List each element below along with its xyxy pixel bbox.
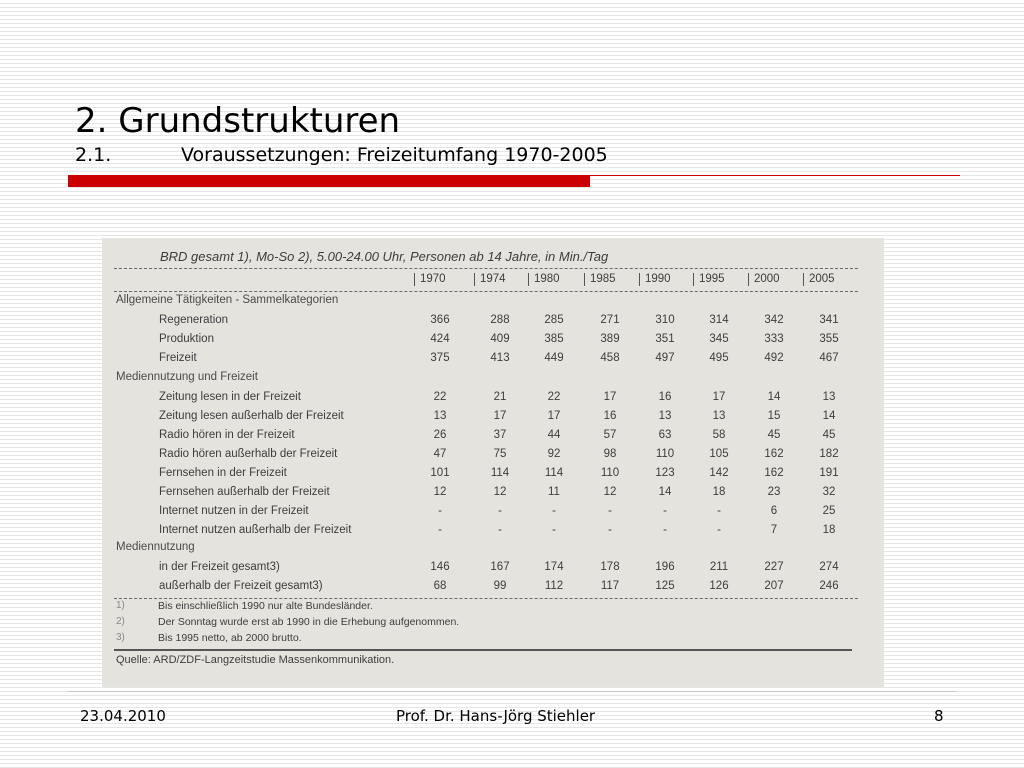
table-cell: 7	[770, 524, 778, 536]
table-cell: 271	[600, 314, 620, 326]
year-header-cell: 2005	[803, 273, 835, 286]
table-cell: 17	[712, 391, 726, 403]
table-cell: 355	[819, 333, 839, 345]
table-top-dashed-rule	[114, 268, 858, 269]
table-category-heading: Mediennutzung und Freizeit	[116, 371, 258, 383]
table-cell: 162	[764, 448, 784, 460]
table-cell: 15	[767, 410, 781, 422]
table-row-label: außerhalb der Freizeit gesamt3)	[159, 580, 323, 592]
table-row-label: Radio hören außerhalb der Freizeit	[159, 448, 338, 460]
table-cell: 18	[712, 486, 726, 498]
table-cell: -	[438, 524, 442, 536]
table-cell: 22	[433, 391, 447, 403]
table-cell: 497	[655, 352, 675, 364]
footer-author: Prof. Dr. Hans-Jörg Stiehler	[396, 707, 596, 725]
table-row-label: Produktion	[159, 333, 214, 345]
slide-subtitle	[75, 144, 608, 166]
table-cell: -	[608, 505, 612, 517]
table-cell: 167	[490, 561, 510, 573]
table-cell: 14	[658, 486, 672, 498]
table-cell: 110	[600, 467, 620, 479]
table-cell: 366	[430, 314, 450, 326]
table-cell: 495	[709, 352, 729, 364]
table-cell: 21	[493, 391, 507, 403]
table-cell: 12	[433, 486, 447, 498]
table-cell: 32	[822, 486, 836, 498]
table-cell: 92	[547, 448, 561, 460]
table-cell: 18	[822, 524, 836, 536]
year-header-cell: 1995	[693, 273, 725, 286]
table-cell: 114	[490, 467, 510, 479]
subtitle-number: 2.1.	[75, 144, 112, 166]
table-cell: 110	[655, 448, 675, 460]
table-cell: 13	[822, 391, 836, 403]
table-cell: 274	[819, 561, 839, 573]
table-cell: 58	[712, 429, 726, 441]
table-cell: 12	[493, 486, 507, 498]
table-cell: 13	[433, 410, 447, 422]
footnote-mark: 2)	[116, 616, 125, 627]
subtitle-text: Voraussetzungen: Freizeitumfang 1970-2005	[181, 144, 608, 166]
table-cell: 16	[658, 391, 672, 403]
table-cell: 99	[493, 580, 507, 592]
table-cell: 492	[764, 352, 784, 364]
table-cell: 13	[658, 410, 672, 422]
table-cell: 191	[819, 467, 839, 479]
table-cell: -	[717, 505, 721, 517]
table-row-label: Fernsehen in der Freizeit	[159, 467, 287, 479]
table-cell: 409	[490, 333, 510, 345]
table-cell: 123	[655, 467, 675, 479]
table-cell: 117	[600, 580, 620, 592]
footer-rule	[68, 691, 956, 692]
table-cell: 310	[655, 314, 675, 326]
table-row-label: Freizeit	[159, 352, 197, 364]
table-cell: 75	[493, 448, 507, 460]
table-bottom-dashed-rule	[114, 598, 858, 599]
table-cell: 174	[544, 561, 564, 573]
table-cell: 57	[603, 429, 617, 441]
table-cell: 47	[433, 448, 447, 460]
table-cell: 126	[709, 580, 729, 592]
table-cell: -	[717, 524, 721, 536]
table-cell: 211	[709, 561, 729, 573]
footnote-mark: 1)	[116, 600, 125, 611]
table-cell: 114	[544, 467, 564, 479]
table-cell: 16	[603, 410, 617, 422]
table-cell: 207	[764, 580, 784, 592]
table-cell: -	[552, 505, 556, 517]
table-cell: 45	[767, 429, 781, 441]
footnote-text: Der Sonntag wurde erst ab 1990 in die Erhebung aufgenommen.	[158, 616, 460, 628]
year-header-cell: 2000	[748, 273, 780, 286]
table-header-note: BRD gesamt 1), Mo-So 2), 5.00-24.00 Uhr, Personen ab 14 Jahre, in Min./Tag	[160, 249, 609, 264]
table-cell: 112	[544, 580, 564, 592]
table-cell: 101	[430, 467, 450, 479]
table-cell: 227	[764, 561, 784, 573]
table-cell: -	[608, 524, 612, 536]
table-cell: 68	[433, 580, 447, 592]
table-row-label: Fernsehen außerhalb der Freizeit	[159, 486, 330, 498]
table-cell: 162	[764, 467, 784, 479]
table-cell: 45	[822, 429, 836, 441]
table-row-label: Internet nutzen außerhalb der Freizeit	[159, 524, 352, 536]
table-row-label: Zeitung lesen außerhalb der Freizeit	[159, 410, 344, 422]
table-cell: 458	[600, 352, 620, 364]
table-cell: 341	[819, 314, 839, 326]
table-cell: -	[663, 505, 667, 517]
table-category-heading: Mediennutzung	[116, 541, 195, 553]
year-header-cell: 1974	[474, 273, 506, 286]
table-cell: 342	[764, 314, 784, 326]
accent-rule-thick	[68, 175, 590, 187]
table-cell: 333	[764, 333, 784, 345]
table-row-label: Regeneration	[159, 314, 229, 326]
table-cell: -	[498, 505, 502, 517]
year-header-cell: 1980	[528, 273, 560, 286]
table-cell: -	[498, 524, 502, 536]
table-cell: -	[438, 505, 442, 517]
table-cell: 26	[433, 429, 447, 441]
table-cell: 63	[658, 429, 672, 441]
table-cell: 182	[819, 448, 839, 460]
table-cell: 146	[430, 561, 450, 573]
year-header-cell: 1985	[584, 273, 616, 286]
table-cell: 389	[600, 333, 620, 345]
table-cell: 17	[603, 391, 617, 403]
footnote-text: Bis 1995 netto, ab 2000 brutto.	[158, 632, 302, 644]
table-row-label: in der Freizeit gesamt3)	[159, 561, 280, 573]
table-category-heading: Allgemeine Tätigkeiten - Sammelkategorien	[116, 294, 339, 306]
table-cell: 449	[544, 352, 564, 364]
table-cell: 125	[655, 580, 675, 592]
table-cell: 314	[709, 314, 729, 326]
table-cell: 25	[822, 505, 836, 517]
table-cell: 246	[819, 580, 839, 592]
table-cell: 12	[603, 486, 617, 498]
footnote-mark: 3)	[116, 632, 125, 643]
table-cell: 17	[547, 410, 561, 422]
table-row-label: Internet nutzen in der Freizeit	[159, 505, 309, 517]
table-cell: 375	[430, 352, 450, 364]
table-cell: 37	[493, 429, 507, 441]
year-header-cell: 1990	[639, 273, 671, 286]
table-cell: 44	[547, 429, 561, 441]
table-cell: 13	[712, 410, 726, 422]
table-cell: 17	[493, 410, 507, 422]
table-cell: 351	[655, 333, 675, 345]
source-note: Quelle: ARD/ZDF-Langzeitstudie Massenkommunikation.	[116, 654, 395, 666]
source-rule	[114, 649, 852, 651]
table-cell: 385	[544, 333, 564, 345]
table-cell: 285	[544, 314, 564, 326]
table-cell: 98	[603, 448, 617, 460]
footer-date: 23.04.2010	[80, 707, 166, 725]
table-cell: 14	[767, 391, 781, 403]
slide-title: 2. Grundstrukturen	[75, 101, 401, 141]
table-cell: 196	[655, 561, 675, 573]
table-cell: 11	[548, 486, 560, 498]
table-cell: 22	[547, 391, 561, 403]
table-cell: 178	[600, 561, 620, 573]
table-cell: -	[663, 524, 667, 536]
table-header-dashed-rule	[114, 291, 858, 292]
year-header-cell: 1970	[414, 273, 446, 286]
table-row-label: Zeitung lesen in der Freizeit	[159, 391, 301, 403]
table-cell: 467	[819, 352, 839, 364]
table-cell: 142	[709, 467, 729, 479]
table-cell: 105	[709, 448, 729, 460]
table-row-label: Radio hören in der Freizeit	[159, 429, 295, 441]
table-cell: -	[552, 524, 556, 536]
table-cell: 345	[709, 333, 729, 345]
scanned-table-image	[102, 238, 884, 687]
table-cell: 23	[767, 486, 781, 498]
table-cell: 14	[822, 410, 836, 422]
footer-page-number: 8	[934, 707, 944, 725]
table-cell: 424	[430, 333, 450, 345]
table-cell: 6	[770, 505, 778, 517]
table-cell: 413	[490, 352, 510, 364]
footnote-text: Bis einschließlich 1990 nur alte Bundesländer.	[158, 600, 373, 612]
table-cell: 288	[490, 314, 510, 326]
